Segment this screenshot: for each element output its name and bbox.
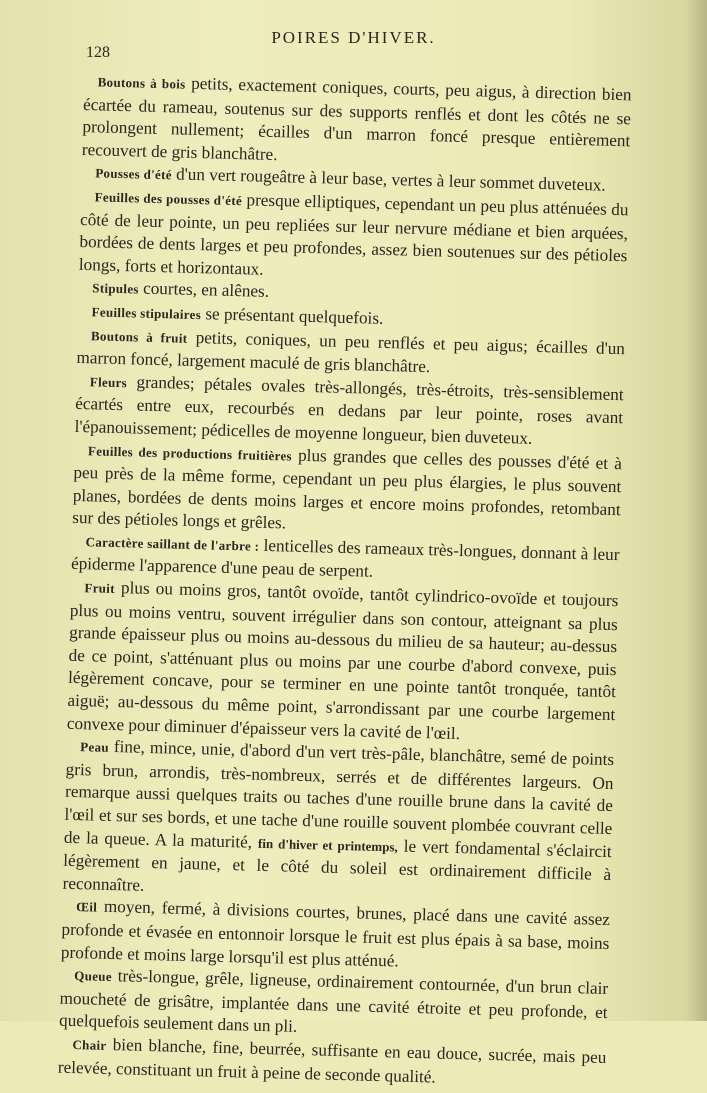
paragraph bbox=[79, 185, 629, 291]
paragraph bbox=[82, 70, 632, 176]
paragraph-text: bien blanche, fine, beurrée, suffisante en eau douce, sucrée, mais peu relevée, constituant un fruit à peine de seconde qualité. bbox=[57, 1034, 607, 1087]
paragraph bbox=[67, 576, 619, 749]
paragraph-text: courtes, en alênes. bbox=[138, 278, 270, 302]
paragraph-text: d'un vert rougeâtre à leur base, vertes à leur sommet duveteux. bbox=[171, 164, 606, 196]
paragraph-lead-term: Chair bbox=[72, 1036, 107, 1053]
paragraph-text: lenticelles des rameaux très-longues, donnant à leur épiderme l'apparence d'une peau de serpent. bbox=[70, 535, 620, 582]
paragraph-text: le vert fondamental s'éclaircit légèrement en jaune, et le côté du soleil est ordinairement difficile à reconnaître. bbox=[62, 836, 612, 895]
paragraph-lead-term: Fleurs bbox=[89, 373, 128, 390]
paragraph-lead-term: Œil bbox=[75, 899, 98, 916]
page-body bbox=[58, 70, 632, 1093]
paragraph-lead-term: Peau bbox=[80, 739, 110, 756]
paragraph-lead-term: Caractère saillant de l'arbre : bbox=[85, 534, 260, 554]
paragraph-text: fine, mince, unie, d'abord d'un vert très-pâle, blanchâtre, semé de points gris brun, arrondis, très-nombreux, serrés et de différentes largeurs. On remarque aussi quelques traits ou taches d'une rouille brune dans la cavité de l'œil et sur ses bords, et une tache d'une rouille souvent plombée couvrant celle de la queue. A la maturité, bbox=[63, 737, 615, 852]
paragraph-text: grandes; pétales ovales très-allongés, très-étroits, très-sensiblement écartés entre eux, recourbés en dedans par leur pointe, roses avant l'épanouissement; pédicelles de moyenne longueur, bien duveteux. bbox=[74, 371, 624, 448]
paragraph-lead-term: Feuilles des pousses d'été bbox=[94, 189, 243, 209]
paragraph-text: petits, exactement coniques, courts, peu aigus, à direction bien écartée du rameau, soutenus sur des supports renflés et dont les côtés ne se prolongent nullement; écailles d'un marron foncé presque entièrement recouvert de gris blanchâtre. bbox=[81, 73, 632, 164]
paragraph-lead-term: Boutons à bois bbox=[97, 74, 186, 92]
paragraph-text: moyen, fermé, à divisions courtes, brunes, placé dans une cavité assez profonde et évasée en entonnoir lorsque le fruit est plus épais à sa base, moins profonde et moins large lorsqu'il est plus atténué. bbox=[60, 897, 611, 971]
paragraph-text: presque elliptiques, cependant un peu plus atténuées du côté de leur pointe, un peu repliées sur leur nervure médiane et bien arquées, bordées de dents larges et peu profondes, assez bien soutenues sur des pétioles longs, forts et horizontaux. bbox=[78, 190, 629, 279]
page-number: 128 bbox=[86, 44, 110, 61]
paragraph-text: très-longue, grêle, ligneuse, ordinairement contournée, d'un brun clair moucheté de grisâtre, implantée dans une cavité étroite et peu profonde, et quelquefois seulement dans un pli. bbox=[58, 966, 609, 1037]
paragraph-text: plus ou moins gros, tantôt ovoïde, tantôt cylindrico-ovoïde et toujours plus ou moins ventru, souvent irrégulier dans son contour, atteignant sa plus grande épaisseur plus ou moins au-dessous du milieu de sa hauteur; au-dessus de ce point, s'atténuant plus ou moins par une courbe d'abord convexe, puis légèrement concave, pour se terminer en une pointe tantôt tronquée, tantôt aiguë; au-dessous du même point, s'arrondissant par une courbe largement convexe pour diminuer d'épaisseur vers la cavité de l'œil. bbox=[66, 578, 619, 743]
paragraph-lead-term: Feuilles stipulaires bbox=[91, 304, 202, 323]
paragraph-text: se présentant quelquefois. bbox=[200, 304, 384, 328]
paragraph bbox=[72, 438, 622, 544]
paragraph-text: plus grandes que celles des pousses d'été et à peu près de la même forme, cependant un peu plus élargies, le plus souvent planes, bordées de dents moins larges et encore moins profondes, retombant sur des pétioles longs et grêles. bbox=[72, 445, 623, 533]
paragraph-lead-term: Boutons à fruit bbox=[90, 327, 188, 346]
paragraph-lead-term: Pousses d'été bbox=[95, 165, 172, 183]
paragraph-lead-term: Queue bbox=[74, 968, 113, 985]
running-title: POIRES D'HIVER. bbox=[271, 28, 436, 47]
paragraph bbox=[62, 735, 614, 909]
paragraph-lead-term: Fruit bbox=[84, 580, 116, 597]
paragraph-text: petits, coniques, un peu renflés et peu aigus; écailles d'un marron foncé, largement maculé de gris blanchâtre. bbox=[76, 327, 626, 377]
paragraph-lead-term: Stipules bbox=[92, 280, 139, 297]
paragraph-emphasis: fin d'hiver et printemps, bbox=[257, 835, 398, 855]
paragraph-lead-term: Feuilles des productions fruitières bbox=[87, 442, 293, 464]
